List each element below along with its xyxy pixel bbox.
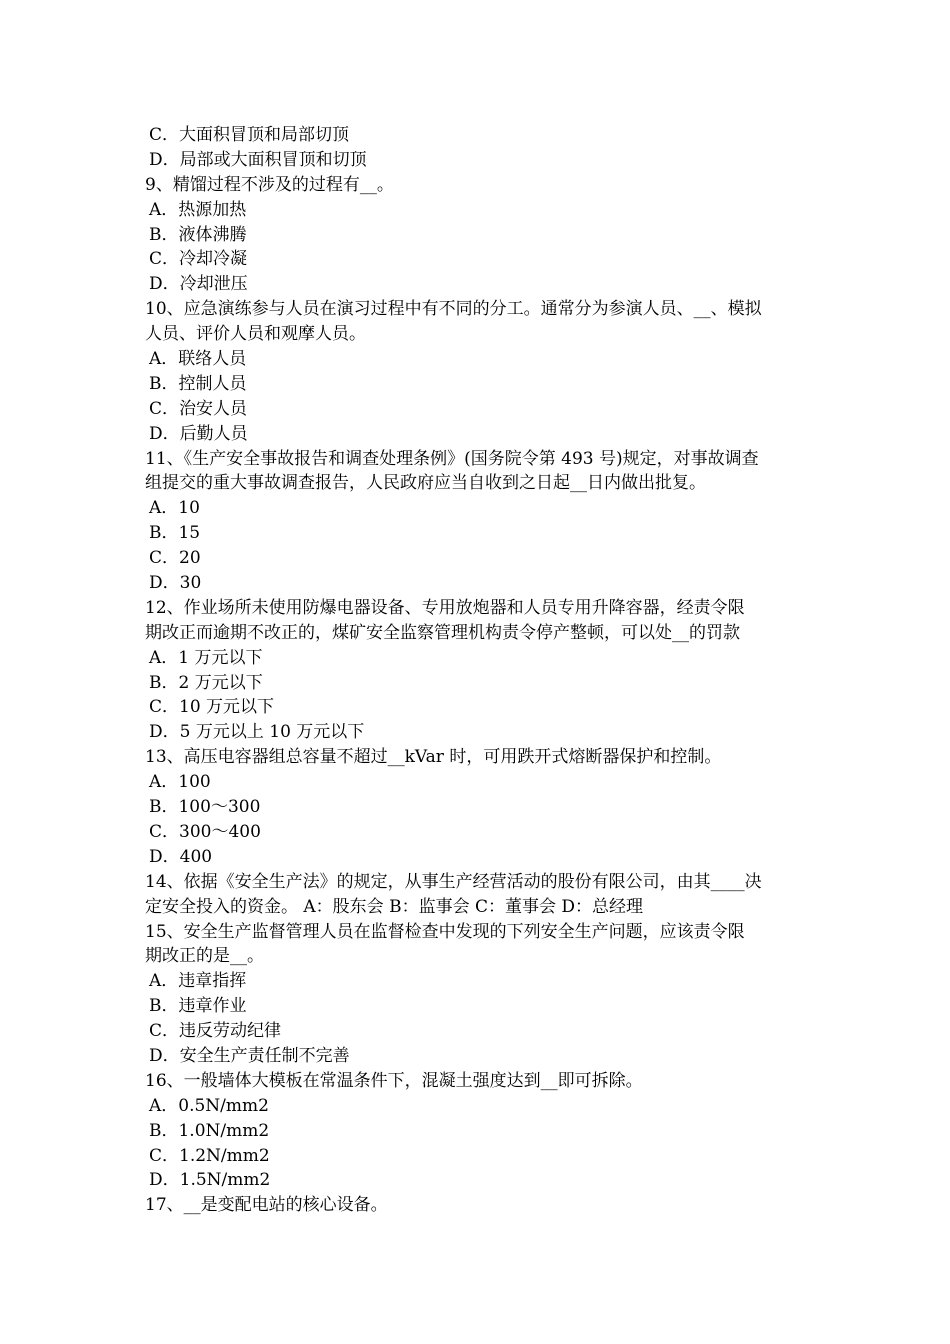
answer-option: A．10 [149, 498, 200, 519]
answer-option: B．2 万元以下 [149, 672, 263, 693]
answer-option: D．400 [149, 846, 213, 867]
answer-option: D．冷却泄压 [149, 274, 248, 295]
answer-option: C．10 万元以下 [149, 697, 275, 718]
question-line: 11、《生产安全事故报告和调查处理条例》(国务院令第 493 号)规定，对事故调查 [145, 448, 759, 469]
question-line: 定安全投入的资金。 A：股东会 B：监事会 C：董事会 D：总经理 [145, 896, 644, 917]
answer-option: B．15 [149, 523, 201, 544]
answer-option: A．1 万元以下 [149, 647, 263, 668]
answer-option: B．1.0N/mm2 [149, 1120, 270, 1141]
answer-option: D．后勤人员 [149, 423, 248, 444]
answer-option: A．联络人员 [149, 349, 247, 370]
answer-option: C．300～400 [149, 821, 261, 842]
question-line: 13、高压电容器组总容量不超过__kVar 时，可用跌开式熔断器保护和控制。 [145, 747, 722, 768]
answer-option: C．冷却冷凝 [149, 249, 248, 270]
question-line: 14、依据《安全生产法》的规定，从事生产经营活动的股份有限公司，由其____决 [145, 871, 762, 892]
answer-option: C．1.2N/mm2 [149, 1145, 270, 1166]
answer-option: C．20 [149, 548, 201, 569]
question-line: 12、作业场所未使用防爆电器设备、专用放炮器和人员专用升降容器，经责令限 [145, 597, 745, 618]
answer-option: C．治安人员 [149, 398, 248, 419]
answer-option: C．违反劳动纪律 [149, 1021, 282, 1042]
answer-option: A．100 [149, 772, 211, 793]
answer-option: D．30 [149, 573, 202, 594]
question-line: 15、安全生产监督管理人员在监督检查中发现的下列安全生产问题，应该责令限 [145, 921, 745, 942]
question-line: 人员、评价人员和观摩人员。 [145, 324, 366, 345]
answer-option: D．1.5N/mm2 [149, 1170, 271, 1191]
question-line: 9、精馏过程不涉及的过程有__。 [145, 174, 394, 195]
answer-option: A．违章指挥 [149, 971, 247, 992]
answer-option: A．热源加热 [149, 199, 247, 220]
answer-option: B．液体沸腾 [149, 224, 247, 245]
question-line: 期改正的是__。 [145, 946, 264, 967]
answer-option: B．控制人员 [149, 373, 247, 394]
answer-option: B．违章作业 [149, 996, 247, 1017]
answer-option: D．局部或大面积冒顶和切顶 [149, 149, 367, 170]
answer-option: C．大面积冒顶和局部切顶 [149, 125, 350, 145]
question-line: 16、一般墙体大模板在常温条件下，混凝土强度达到__即可拆除。 [145, 1070, 643, 1091]
answer-option: B．100～300 [149, 797, 261, 818]
question-line: 期改正而逾期不改正的，煤矿安全监察管理机构责令停产整顿，可以处__的罚款 [145, 622, 740, 643]
exam-question-text [145, 123, 810, 1218]
question-line: 组提交的重大事故调查报告，人民政府应当自收到之日起__日内做出批复。 [145, 473, 706, 494]
answer-option: D．5 万元以上 10 万元以下 [149, 722, 365, 743]
question-line: 17、__是变配电站的核心设备。 [145, 1195, 388, 1216]
answer-option: A．0.5N/mm2 [149, 1095, 269, 1116]
question-line: 10、应急演练参与人员在演习过程中有不同的分工。通常分为参演人员、__、模拟 [145, 299, 762, 320]
answer-option: D．安全生产责任制不完善 [149, 1045, 350, 1066]
